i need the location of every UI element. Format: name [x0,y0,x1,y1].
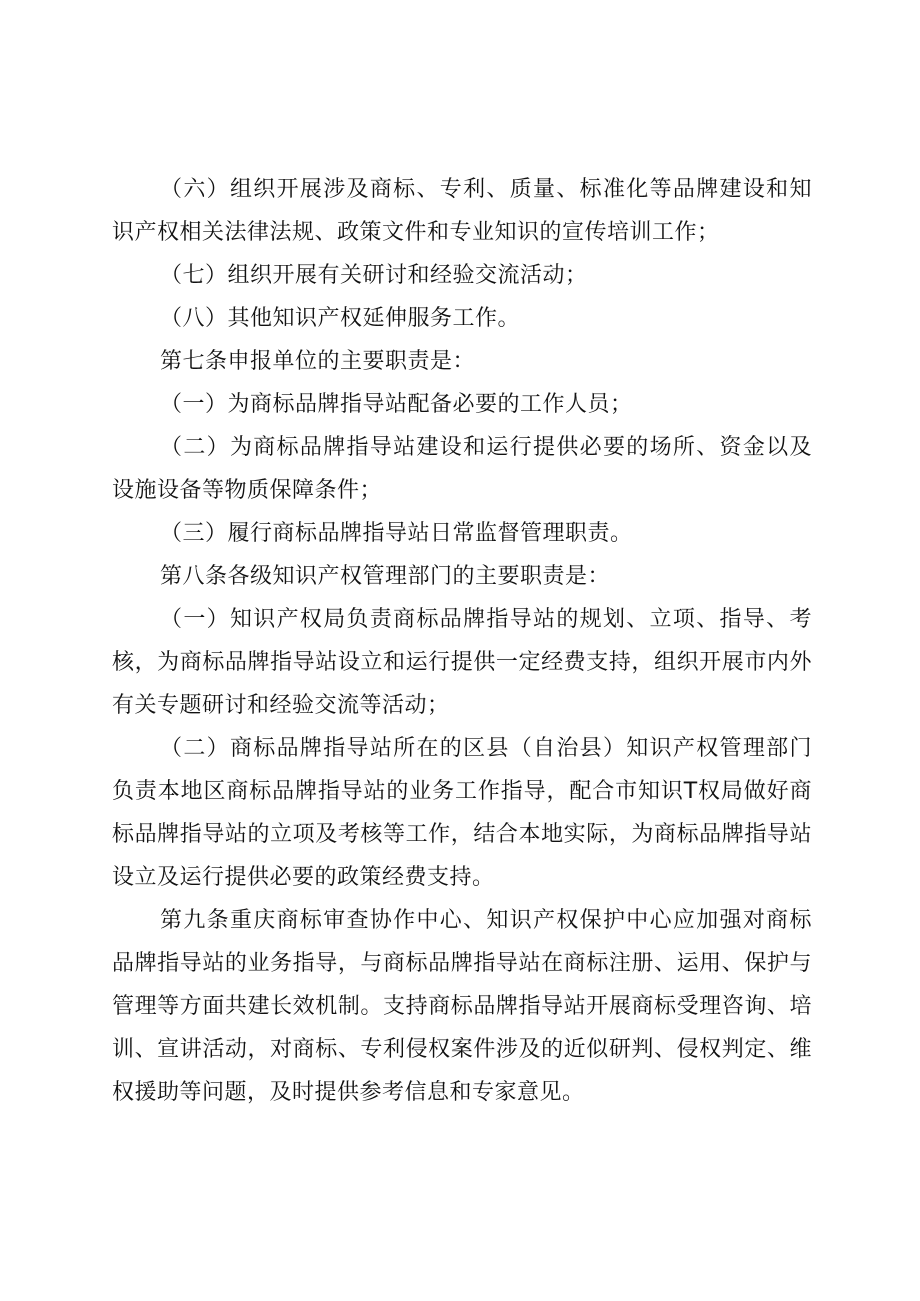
paragraph-7: （七）组织开展有关研讨和经验交流活动； [160,263,588,288]
article-8-item-2: （二）商标品牌指导站所在的区县（自治县）知识产权管理部门负责本地区商标品牌指导站的业务工作指导，配合市知识T权局做好商标品牌指导站的立项及考核等工作，结合本地实际，为商标品牌指导站设立及运行提供必要的政策经费支持。 [112,736,812,890]
article-8-item-1: （一）知识产权局负责商标品牌指导站的规划、立项、指导、考核，为商标品牌指导站设立和运行提供一定经费支持，组织开展市内外有关专题研讨和经验交流等活动； [112,607,812,718]
article-7-item-3: （三）履行商标品牌指导站日常监督管理职责。 [160,521,633,546]
article-9: 第九条重庆商标审查协作中心、知识产权保护中心应加强对商标品牌指导站的业务指导，与商标品牌指导站在商标注册、运用、保护与管理等方面共建长效机制。支持商标品牌指导站开展商标受理咨询、培训、宣讲活动，对商标、专利侵权案件涉及的近似研判、侵权判定、维权援助等问题，及时提供参考信息和专家意见。 [112,908,812,1105]
document-page [112,168,812,1114]
article-7-item-2: （二）为商标品牌指导站建设和运行提供必要的场所、资金以及设施设备等物质保障条件； [112,435,812,503]
article-8-heading: 第八条各级知识产权管理部门的主要职责是： [160,564,611,589]
paragraph-8: （八）其他知识产权延伸服务工作。 [160,306,521,331]
article-7-item-1: （一）为商标品牌指导站配备必要的工作人员； [160,392,633,417]
article-7-heading: 第七条申报单位的主要职责是： [160,349,476,374]
paragraph-6: （六）组织开展涉及商标、专利、质量、标准化等品牌建设和知识产权相关法律法规、政策文件和专业知识的宣传培训工作； [112,177,812,245]
